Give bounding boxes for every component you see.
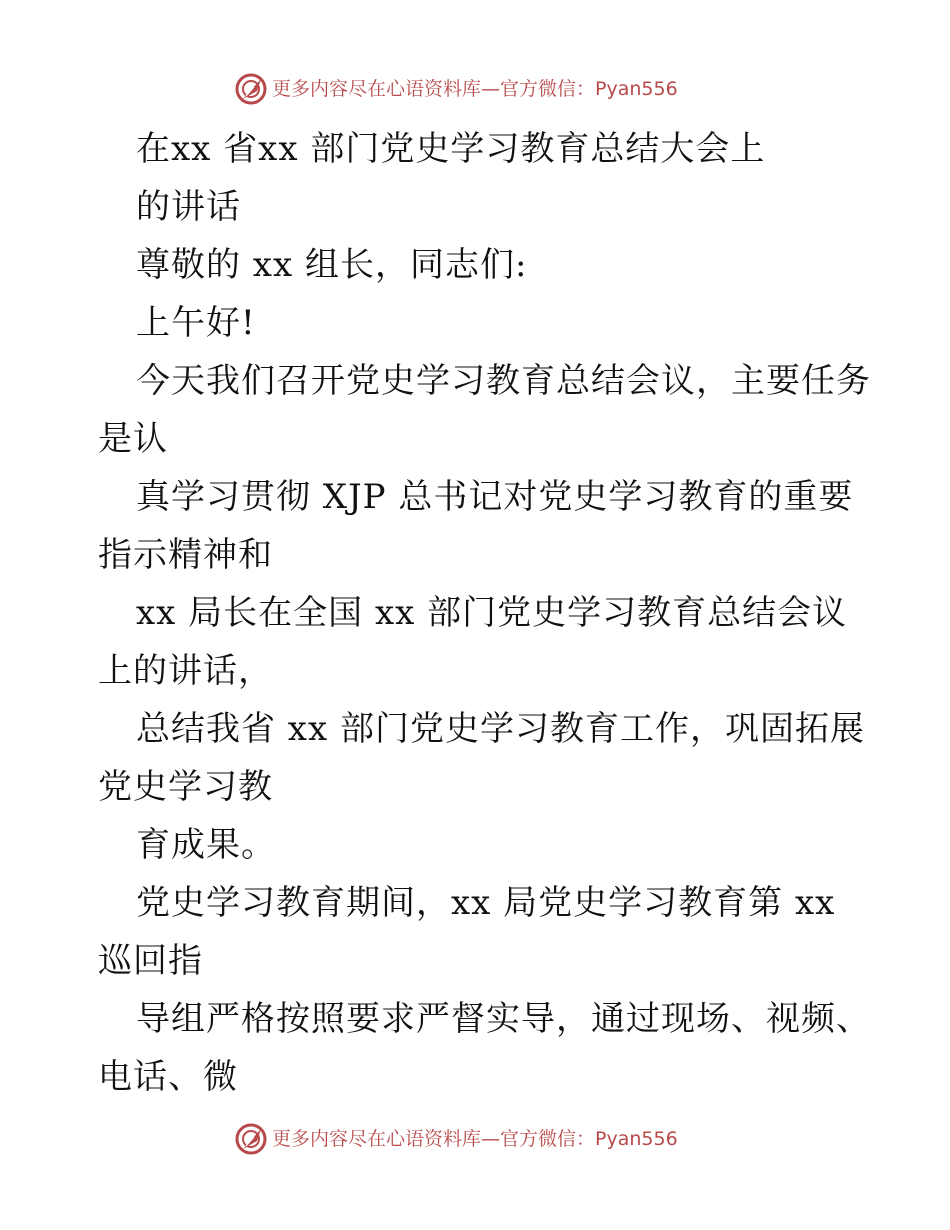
doc-line: xx 局长在全国 xx 部门党史学习教育总结会议 [136, 593, 848, 633]
footer-watermark [0, 1120, 950, 1160]
doc-line: 指示精神和 [98, 535, 273, 575]
quill-pen-logo-icon [234, 1122, 268, 1156]
document-body [98, 120, 878, 1106]
doc-line-title-1: 在xx 省xx 部门党史学习教育总结大会上 [136, 129, 766, 169]
doc-line-title-2: 的讲话 [136, 187, 241, 227]
doc-line: 巡回指 [98, 941, 203, 981]
doc-line: 真学习贯彻 XJP 总书记对党史学习教育的重要 [136, 477, 854, 517]
doc-line: 导组严格按照要求严督实导，通过现场、视频、 [136, 999, 871, 1039]
doc-line: 党史学习教 [98, 767, 273, 807]
watermark-text: 更多内容尽在心语资料库—官方微信：Pyan556 [272, 78, 678, 100]
doc-line: 总结我省 xx 部门党史学习教育工作，巩固拓展 [136, 709, 865, 749]
doc-line: 今天我们召开党史学习教育总结会议，主要任务 [136, 361, 871, 401]
doc-line: 育成果。 [136, 825, 276, 865]
doc-line-greeting: 上午好! [136, 303, 256, 343]
doc-line: 电话、微 [98, 1057, 238, 1097]
quill-pen-logo-icon [234, 72, 268, 106]
doc-line: 上的讲话， [98, 651, 273, 691]
watermark-text: 更多内容尽在心语资料库—官方微信：Pyan556 [272, 1128, 678, 1150]
header-watermark [0, 70, 950, 110]
doc-line-salutation: 尊敬的 xx 组长，同志们: [136, 245, 528, 285]
doc-line: 党史学习教育期间，xx 局党史学习教育第 xx [136, 883, 836, 923]
doc-line: 是认 [98, 419, 168, 459]
